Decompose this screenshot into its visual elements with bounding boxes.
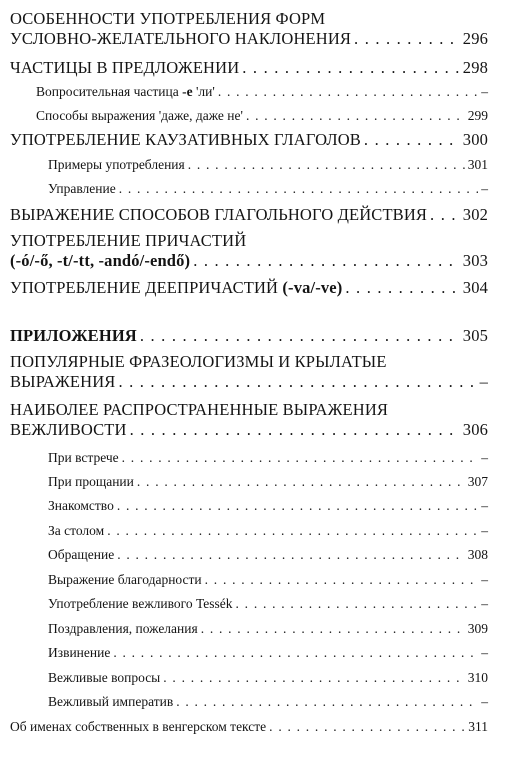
page-number: 305: [462, 326, 488, 345]
page-number: 307: [467, 474, 488, 489]
page-number: –: [481, 523, 488, 538]
toc-entry-polite-imperative[interactable]: [10, 694, 488, 710]
dot-leader: [188, 157, 465, 173]
toc-entry-phraseologisms[interactable]: [10, 351, 488, 392]
page-number: –: [481, 694, 488, 709]
page-number: 310: [467, 670, 488, 685]
dot-leader: [130, 420, 460, 440]
toc-entry-converbs[interactable]: [10, 278, 488, 298]
toc-entry-title: УПОТРЕБЛЕНИЕ ДЕЕПРИЧАСТИЙ (-va/-ve): [10, 278, 343, 297]
toc-entry-title-line1: ОСОБЕННОСТИ УПОТРЕБЛЕНИЯ ФОРМ: [10, 9, 326, 28]
toc-entry-appendices[interactable]: [10, 326, 488, 346]
toc-entry-usage-examples[interactable]: [10, 157, 488, 173]
toc-entry-title: Примеры употребления: [48, 157, 185, 172]
dot-leader: [163, 670, 464, 686]
toc-entry-title: Управление: [48, 181, 116, 196]
toc-entry-title: Поздравления, пожелания: [48, 621, 198, 636]
toc-entry-title: ВЕЖЛИВОСТИ: [10, 420, 127, 440]
toc-entry-congratulations[interactable]: [10, 621, 488, 637]
dot-leader: [201, 621, 465, 637]
toc-entry-polite-questions[interactable]: [10, 670, 488, 686]
toc-entry-causative-verbs[interactable]: [10, 130, 488, 150]
page-number: 308: [467, 547, 488, 562]
toc-entry-title: УСЛОВНО-ЖЕЛАТЕЛЬНОГО НАКЛОНЕНИЯ: [10, 29, 352, 49]
page-number: 304: [462, 278, 488, 297]
toc-entry-farewell[interactable]: [10, 474, 488, 490]
toc-entry-title: Об именах собственных в венгерском тексте: [10, 719, 267, 734]
toc-entry-at-table[interactable]: [10, 523, 488, 539]
page-number: 296: [462, 29, 488, 49]
dot-leader: [218, 84, 478, 100]
page-number: 302: [462, 205, 488, 224]
toc-entry-greeting[interactable]: [10, 450, 488, 466]
dot-leader: [205, 572, 479, 588]
dot-leader: [354, 29, 460, 49]
page-number: 311: [468, 719, 488, 734]
toc-entry-question-particle[interactable]: [10, 84, 488, 100]
toc-entry-address[interactable]: [10, 547, 488, 563]
dot-leader: [140, 326, 460, 346]
toc-entry-apology[interactable]: [10, 645, 488, 661]
toc-entry-even-not-even[interactable]: [10, 108, 488, 124]
dot-leader: [119, 181, 479, 197]
toc-entry-politeness[interactable]: [10, 399, 488, 440]
page-number: –: [481, 498, 488, 513]
dot-leader: [269, 719, 465, 735]
toc-entry-title: ВЫРАЖЕНИЕ СПОСОБОВ ГЛАГОЛЬНОГО ДЕЙСТВИЯ: [10, 205, 428, 224]
toc-entry-title: При прощании: [48, 474, 134, 489]
toc-entry-title-line1: УПОТРЕБЛЕНИЕ ПРИЧАСТИЙ: [10, 231, 247, 250]
dot-leader: [118, 372, 476, 392]
toc-entry-title: ПРИЛОЖЕНИЯ: [10, 326, 137, 345]
toc-entry-title: ВЫРАЖЕНИЯ: [10, 372, 116, 392]
page-number: –: [479, 372, 488, 392]
page-number: –: [481, 596, 488, 611]
toc-entry-government[interactable]: [10, 181, 488, 197]
toc-entry-title-line1: ПОПУЛЯРНЫЕ ФРАЗЕОЛОГИЗМЫ И КРЫЛАТЫЕ: [10, 352, 387, 371]
dot-leader: [137, 474, 465, 490]
dot-leader: [176, 694, 478, 710]
page-number: –: [481, 450, 488, 465]
toc-entry-title: Выражение благодарности: [48, 572, 202, 587]
toc-entry-title-line1: НАИБОЛЕЕ РАСПРОСТРАНЕННЫЕ ВЫРАЖЕНИЯ: [10, 400, 389, 419]
toc-entry-title: УПОТРЕБЛЕНИЕ КАУЗАТИВНЫХ ГЛАГОЛОВ: [10, 130, 361, 149]
dot-leader: [113, 645, 478, 661]
dot-leader: [117, 547, 465, 563]
dot-leader: [122, 450, 479, 466]
page-number: 299: [467, 108, 488, 123]
toc-entry-title: Вежливый императив: [48, 694, 174, 709]
toc-entry-title: За столом: [48, 523, 105, 538]
toc-entry-title: Знакомство: [48, 498, 114, 513]
page-number: –: [481, 181, 488, 196]
page-number: 309: [467, 621, 488, 636]
page-number: 306: [462, 420, 488, 440]
page-number: –: [481, 645, 488, 660]
toc-entry-title: При встрече: [48, 450, 119, 465]
toc-entry-title: Извинение: [48, 645, 111, 660]
dot-leader: [236, 596, 479, 612]
toc-entry-title: ЧАСТИЦЫ В ПРЕДЛОЖЕНИИ: [10, 58, 240, 77]
toc-entry-title: Способы выражения 'даже, даже не': [36, 108, 243, 123]
toc-entry-particles[interactable]: [10, 58, 488, 78]
page-number: 300: [462, 130, 488, 149]
toc-entry-title: Обращение: [48, 547, 115, 562]
toc-entry-verbal-aspect[interactable]: [10, 205, 488, 225]
toc-entry-acquaintance[interactable]: [10, 498, 488, 514]
page-number: 301: [467, 157, 488, 172]
dot-leader: [242, 58, 460, 78]
dot-leader: [364, 130, 460, 150]
toc-entry-tessek[interactable]: [10, 596, 488, 612]
dot-leader: [107, 523, 478, 539]
toc-entry-title: Употребление вежливого Tessék: [48, 596, 233, 611]
toc-entry-participles[interactable]: [10, 230, 488, 271]
toc-entry-title: Вежливые вопросы: [48, 670, 161, 685]
toc-entry-title: Вопросительная частица -е 'ли': [36, 84, 215, 99]
page-number: 298: [462, 58, 488, 77]
dot-leader: [430, 205, 460, 225]
page-number: –: [481, 84, 488, 99]
dot-leader: [117, 498, 478, 514]
dot-leader: [246, 108, 465, 124]
dot-leader: [345, 278, 459, 298]
page-number: 303: [462, 251, 488, 271]
dot-leader: [193, 251, 460, 271]
toc-entry-title: (-ó/-ő, -t/-tt, -andó/-endő): [10, 251, 191, 271]
toc-entry-proper-names[interactable]: [10, 719, 488, 735]
toc-entry-conditional-mood[interactable]: [10, 8, 488, 49]
page-number: –: [481, 572, 488, 587]
toc-entry-gratitude[interactable]: [10, 572, 488, 588]
